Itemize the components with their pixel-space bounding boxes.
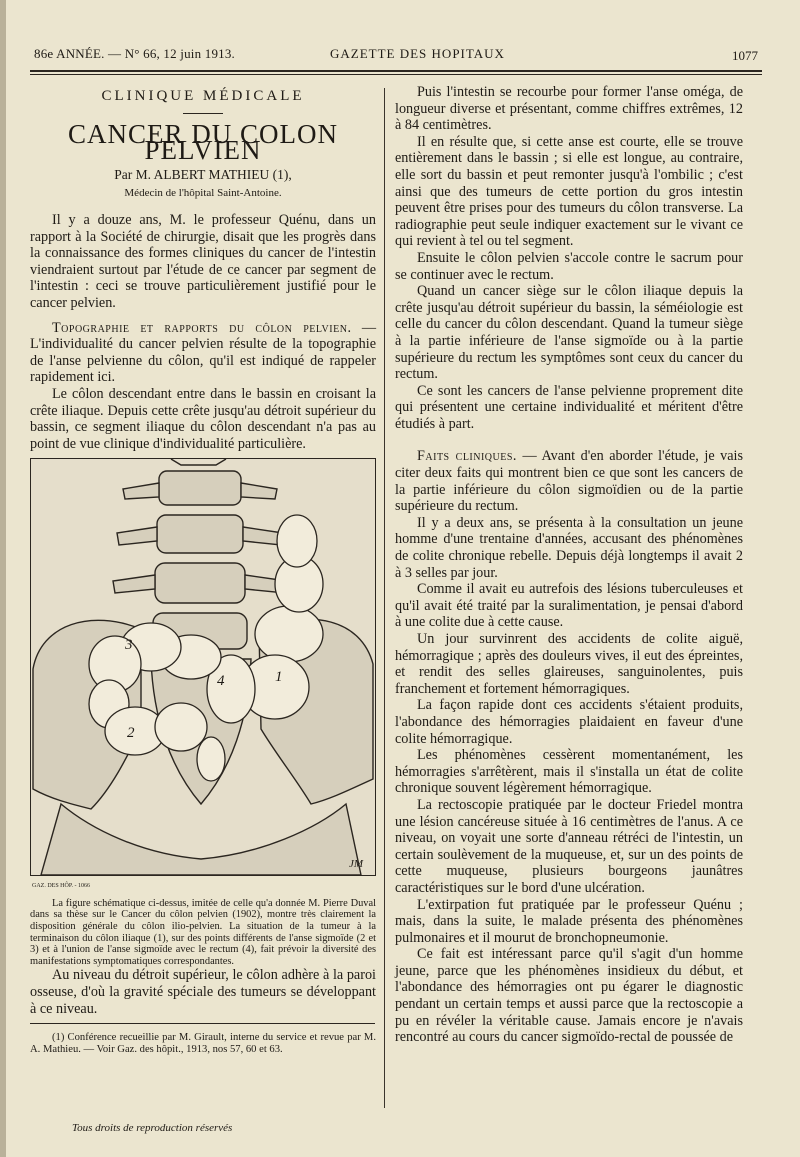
paragraph: Il en résulte que, si cette anse est courte, elle se trouve entièrement dans le bassin ; si elle est longue, au contraire, elle sort du bassin et peut remonter jusqu'à l'ombilic ; c'est ainsi que des tumeurs de cette portion du gros intestin peuvent être prises pour des tumeurs du côlon transverse. La radiographie peut seule indiquer exactement sur le vivant ce qui revient à tel ou tel segment. — [395, 133, 743, 250]
paragraph: Quand un cancer siège sur le côlon iliaque depuis la crête jusqu'au détroit supérieur du bassin, la séméiologie est celle du cancer du côlon descendant. Quand la tumeur siège à la partie inférieure de l'anse sigmoïde ou à la partie supérieure du rectum les symptômes sont ceux du cancer du rectum. — [395, 283, 743, 383]
figure-code: GAZ. DES HÔP. - 1066 — [32, 883, 91, 890]
issue-info: 86e ANNÉE. — N° 66, 12 juin 1913. — [34, 46, 236, 61]
page-number: 1077 — [732, 48, 758, 63]
article-title: CANCER DU COLON PELVIEN — [67, 118, 338, 166]
paragraph: Ensuite le côlon pelvien s'accole contre le sacrum pour se continuer avec le rectum. — [395, 249, 743, 283]
paragraph — [395, 448, 743, 514]
rights-notice: Tous droits de reproduction réservés — [72, 1122, 233, 1134]
paragraph — [30, 320, 376, 386]
left-column — [30, 88, 376, 1056]
paragraph: Il y a douze ans, M. le professeur Quénu, dans un rapport à la Société de chirurgie, disait que les progrès dans la connaissance des formes cliniques du cancer de l'intestin viendraient surtout par l'étude de ce cancer par segment de l'intestin : ceci se trouve particulièrement justifié pour le cancer pelvien. — [30, 211, 376, 311]
paragraph-text: — L'individualité du cancer pelvien résulte de la topographie de l'anse pelvienne du côlon, qu'il est indiqué de rappeler rapidement ici. — [30, 319, 377, 386]
artist-signature: JM — [349, 858, 364, 871]
figure-label-2: 2 — [127, 725, 135, 742]
header-rule — [30, 70, 762, 72]
author-line: Par M. ALBERT MATHIEU (1), — [114, 166, 292, 182]
paragraph: Un jour survinrent des accidents de colite aiguë, hémorragique ; après des douleurs vives, il eut des épreintes, et rendit des selles glaireuses, sanguinolentes, puis franchement et fortement hémorragiques. — [395, 631, 743, 697]
paragraph-heading: Faits cliniques. — [417, 448, 517, 465]
paragraph-text: — Avant d'en aborder l'étude, je vais citer deux faits qui montrent bien ce que sont les cancers de la partie inférieure du côlon sigmoïdien ou de la partie supérieure du rectum. — [395, 448, 744, 515]
footnote-rule — [30, 1023, 375, 1024]
paragraph: Ce fait est intéressant parce qu'il s'agit d'un homme jeune, parce que les phénomènes insidieux du début, et l'abondance des hémorragies ont pu égarer le diagnostic pendant un certain temps et aussi parce que la rectoscopie a pu en révéler la véritable cause. Jamais encore je n'avais rencontré au cours du cancer sigmoïdo-rectal de poussée de — [395, 946, 743, 1046]
paragraph: Au niveau du détroit supérieur, le côlon adhère à la paroi osseuse, d'où la gravité spéciale des tumeurs se développant à ce niveau. — [30, 967, 376, 1017]
paragraph: Le côlon descendant entre dans le bassin en croisant la crête iliaque. Depuis cette crête jusqu'au détroit supérieur du bassin, ce segment iliaque du côlon descendant n'a pas au point de vue clinique d'individualité particulière. — [30, 385, 376, 452]
paragraph: Comme il avait eu autrefois des lésions tuberculeuses et qu'il avait été traité par la suralimentation, je pensai d'abord à une colite due à cette cause. — [395, 581, 743, 631]
figure-label-1: 1 — [275, 669, 283, 686]
page-edge — [0, 0, 6, 1157]
figure-label-3: 3 — [125, 637, 133, 654]
paragraph: Ce sont les cancers de l'anse pelvienne proprement dite qui présentent une certaine individualité et méritent d'être étudiés à part. — [395, 382, 743, 432]
paragraph: La façon rapide dont ces accidents s'étaient produits, l'abondance des hémorragies plaidaient en faveur d'une colite hémorragique. — [395, 697, 743, 747]
author-affiliation: Médecin de l'hôpital Saint-Antoine. — [124, 187, 282, 200]
right-column — [395, 84, 743, 1046]
section-title: CLINIQUE MÉDICALE — [101, 88, 305, 104]
pelvis-illustration — [31, 459, 375, 875]
figure-label-4: 4 — [217, 673, 225, 690]
paragraph: La rectoscopie pratiquée par le docteur Friedel montra une lésion cancéreuse située à 16 centimètres de l'anus. A ce niveau, on voyait une sorte d'anneau rétréci de l'intestin, un certain soulèvement de la muqueuse, et, sur un des points de cette muqueuse, plusieurs bourgeons jaunâtres caractéristiques sur le bord d'une ulcération. — [395, 796, 743, 896]
journal-title: GAZETTE DES HOPITAUX — [330, 46, 505, 61]
figure-caption: La figure schématique ci-dessus, imitée de celle qu'a donnée M. Pierre Duval dans sa thèse sur le Cancer du côlon pelvien (1902), montre très clairement la disposition générale du côlon ilio-pelvien. La situation de la tumeur à la terminaison du côlon iliaque (1), sur des points différents de l'anse sigmoïde (2 et 3) et à l'union de l'anse sigmoïde avec le rectum (4), fait prévoir la diversité des manifestations symptomatiques correspondantes. — [30, 897, 376, 967]
paragraph: Il y a deux ans, se présenta à la consultation un jeune homme d'une trentaine d'années, accusant des phénomènes de colite chronique rebelle. Depuis déjà longtemps il avait 2 à 3 selles par jour. — [395, 514, 743, 581]
paragraph-heading: Topographie et rapports du côlon pelvien. — [52, 319, 352, 336]
running-header — [30, 46, 760, 66]
title-divider — [183, 113, 223, 114]
paragraph: Puis l'intestin se recourbe pour former l'anse oméga, de longueur diverse et présentant, comme chiffres extrêmes, 12 à 84 centimètres. — [395, 84, 743, 134]
paragraph: Les phénomènes cessèrent momentanément, les hémorragies s'arrêtèrent, mais il s'installa un état de colite chronique souvent légèrement hémorragique. — [395, 747, 743, 797]
column-divider — [384, 88, 385, 1108]
footnote: (1) Conférence recueillie par M. Girault, interne du service et revue par M. A. Mathieu. — Voir Gaz. des hôpit., 1913, nos 57, 60 et 63. — [30, 1032, 376, 1056]
paragraph: L'extirpation fut pratiquée par le professeur Quénu ; mais, dans la suite, le malade présenta des phénomènes pulmonaires et il mourut de bronchopneumonie. — [395, 896, 743, 946]
anatomical-figure — [30, 458, 376, 876]
header-rule-thin — [30, 74, 762, 75]
